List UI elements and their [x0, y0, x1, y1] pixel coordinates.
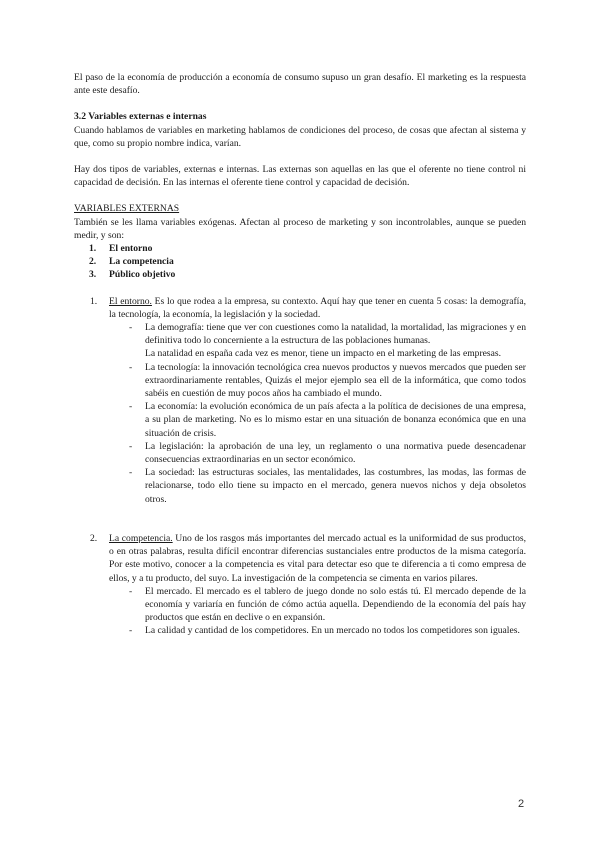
external-variables-intro: También se les llama variables exógenas. Afectan al proceso de marketing y son incontrolables, aunque se pueden medir, y son: [74, 216, 526, 241]
entorno-text: Es lo que rodea a la empresa, su contexto. Aquí hay que tener en cuenta 5 cosas: la demografía, la tecnología, la economía, la legislación y la sociedad. [109, 295, 526, 320]
competidores-bullet: - La calidad y cantidad de los competidores. En un mercado no todos los competidores son iguales. [129, 625, 520, 637]
intro-paragraph: El paso de la economía de producción a economía de consumo supuso un gran desafío. El marketing es la respuesta ante este desafío. [74, 72, 526, 97]
economia-bullet: - La economía: la evolución económica de un país afecta a la política de decisiones de una empresa, a su plan de marketing. No es lo mismo estar en una situación de bonanza económica que en una situación de crisis. [129, 401, 526, 439]
list-item: 1. El entorno [89, 243, 153, 255]
section-title: 3.2 Variables externas e internas [74, 111, 207, 123]
page-number: 2 [518, 798, 525, 810]
section-paragraph-2: Hay dos tipos de variables, externas e internas. Las externas son aquellas en las que el oferente no tiene control ni capacidad de decisión. En las internas el oferente tiene control y capacidad de decisión. [74, 164, 526, 189]
external-variables-list [74, 242, 526, 282]
tecnologia-bullet: - La tecnología: la innovación tecnológica crea nuevos productos y nuevos mercados que pueden ser extraordinariamente rentables, Quizás el mejor ejemplo sea ell de la informática, que como todos sabéis en cuestión de muy pocos años ha cambiado el mundo. [129, 361, 526, 400]
legislacion-bullet: - La legislación: la aprobación de una ley, un reglamento o una normativa puede desencadenar consecuencias extraordinarias en un sector económico. [129, 440, 526, 466]
external-variables-title: VARIABLES EXTERNAS [74, 203, 180, 215]
list-item: 3. Público objetivo [89, 269, 176, 281]
list-item: 2. La competencia [89, 256, 174, 268]
demografia-bullet: - La demografía: tiene que ver con cuestiones como la natalidad, la mortalidad, las migraciones y en definitiva todo lo concerniente a la estructura de las poblaciones humanas. [129, 322, 526, 347]
competencia-title: La competencia. [109, 532, 173, 544]
sociedad-bullet: - La sociedad: las estructuras sociales, las mentalidades, las costumbres, las modas, las formas de relacionarse, todo ello tiene su impacto en el mercado, genera nuevos nichos y deja obsoletos otros. [129, 467, 526, 505]
page-content [74, 71, 526, 638]
entorno-item: 1. El entorno. Es lo que rodea a la empresa, su contexto. Aquí hay que tener en cuenta 5 cosas: la demografía, la tecnología, la economía, la legislación y la sociedad. [90, 295, 526, 320]
entorno-title: El entorno. [109, 295, 152, 307]
mercado-bullet: - El mercado. El mercado es el tablero de juego donde no solo estás tú. El mercado depende de la economía y variaría en función de cómo actúa aquella. Dependiendo de la economía del país hay productos que están en declive o en expansión. [129, 585, 526, 624]
demografia-continuation: La natalidad en españa cada vez es menor, tiene un impacto en el marketing de las empresas. [145, 348, 502, 360]
section-paragraph-1: Cuando hablamos de variables en marketing hablamos de condiciones del proceso, de cosas que afectan al sistema y que, como su propio nombre indica, varían. [74, 124, 526, 149]
competencia-item: 2. La competencia. Uno de los rasgos más importantes del mercado actual es la uniformidad de sus productos, o en otras palabras, resulta difícil encontrar diferencias sustanciales entre productos de la misma categoría. Por este motivo, conocer a la competencia es vital para detectar eso que te diferencia a ti como empresa de ellos, y a tu producto, del suyo. La investigación de la competencia se cimenta en varios pilares. [90, 532, 527, 584]
competencia-text: Uno de los rasgos más importantes del mercado actual es la uniformidad de sus productos, o en otras palabras, resulta difícil encontrar diferencias sustanciales entre productos de la misma categoría. Por este motivo, conocer a la competencia es vital para detectar eso que te diferencia a ti como empresa de ellos, y a tu producto, del suyo. La investigación de la competencia se cimenta en varios pilares. [109, 532, 527, 584]
